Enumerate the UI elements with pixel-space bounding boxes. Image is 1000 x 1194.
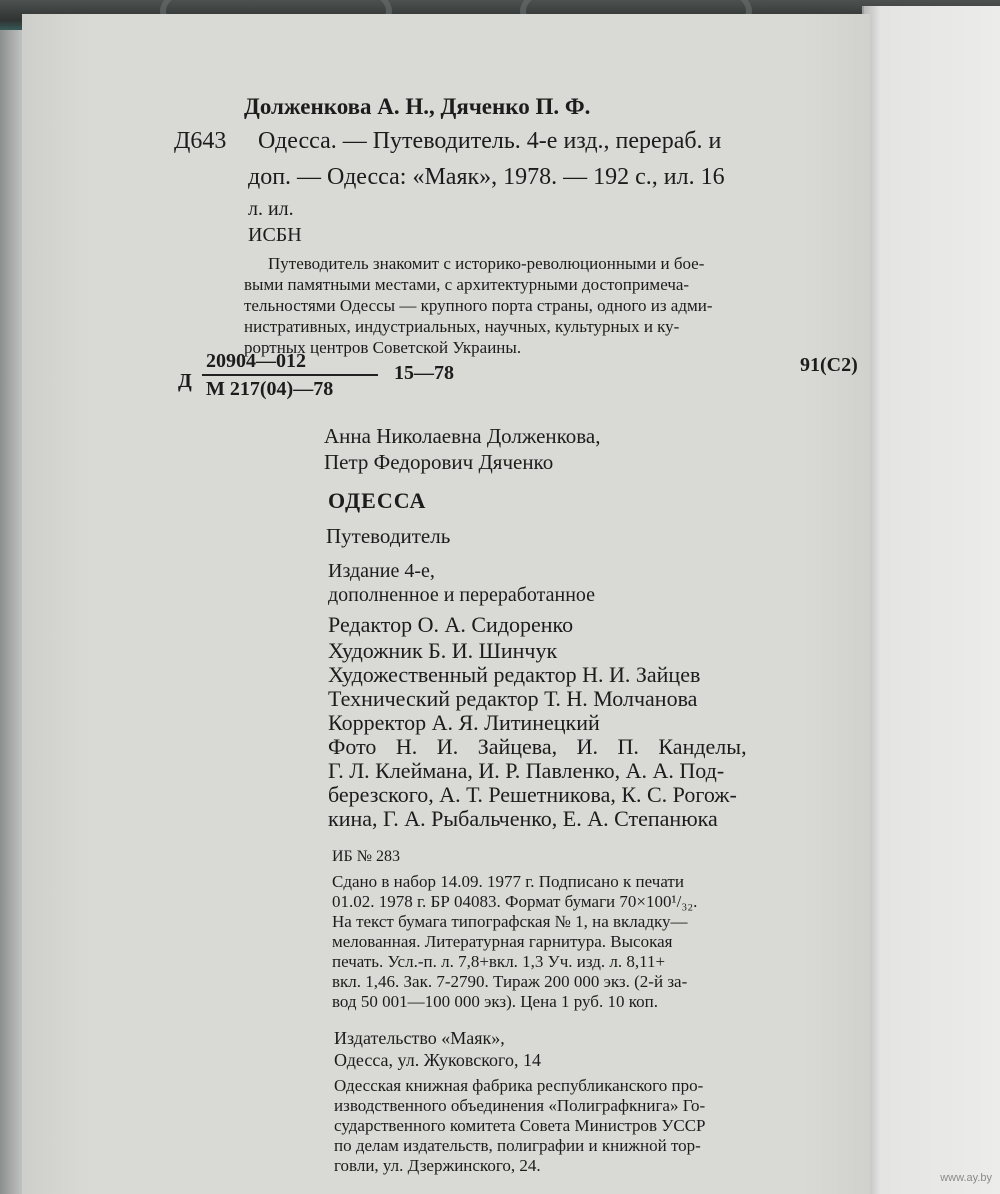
imprint-line: 01.02. 1978 г. БР 04083. Формат бумаги 70×100¹/₃₂. — [332, 892, 698, 911]
imprint-line: мелованная. Литературная гарнитура. Высокая — [332, 932, 673, 951]
bibliography-line: л. ил. — [248, 198, 294, 220]
staff-line: Редактор О. А. Сидоренко — [328, 612, 574, 637]
staff-line: березского, А. Т. Решетникова, К. С. Рогож- — [328, 782, 737, 807]
publisher-name: Издательство «Маяк», — [334, 1028, 505, 1048]
factory-line: по делам издательств, полиграфии и книжной тор- — [334, 1136, 701, 1155]
book-page — [22, 14, 870, 1194]
index-denominator: М 217(04)—78 — [206, 378, 334, 400]
book-title: ОДЕССА — [328, 488, 427, 513]
ib-number: ИБ № 283 — [332, 848, 401, 865]
index-numerator: 20904—012 — [206, 350, 306, 372]
bibliography-line: доп. — Одесса: «Маяк», 1978. — 192 с., ил. 16 — [248, 164, 725, 190]
factory-line: говли, ул. Дзержинского, 24. — [334, 1156, 541, 1175]
author-full-name: Анна Николаевна Долженкова, — [324, 424, 601, 448]
authors-heading: Долженкова А. Н., Дяченко П. Ф. — [244, 94, 591, 119]
imprint-line: вкл. 1,46. Зак. 7-2790. Тираж 200 000 экз. (2-й за- — [332, 972, 688, 991]
index-right: 91(С2) — [800, 354, 858, 376]
author-full-name: Петр Федорович Дяченко — [324, 450, 554, 474]
annotation-line: тельностями Одессы — крупного порта страны, одного из адми- — [244, 296, 713, 315]
bibliography-line: Одесса. — Путеводитель. 4-е изд., перераб. и — [258, 128, 722, 154]
edition-line: Издание 4-е, — [328, 560, 435, 582]
imprint-line: вод 50 001—100 000 экз). Цена 1 руб. 10 коп. — [332, 992, 658, 1011]
staff-line: Г. Л. Клеймана, И. Р. Павленко, А. А. Под- — [328, 758, 725, 783]
book-subtitle: Путеводитель — [326, 524, 451, 548]
imprint-line: Сдано в набор 14.09. 1977 г. Подписано к печати — [332, 872, 684, 891]
isbn-label: ИСБН — [248, 224, 302, 246]
fraction-line — [202, 374, 378, 376]
facing-page — [862, 6, 1000, 1194]
staff-line: Художник Б. И. Шинчук — [328, 638, 558, 663]
staff-line: Технический редактор Т. Н. Молчанова — [328, 686, 698, 711]
factory-line: Одесская книжная фабрика республиканского про- — [334, 1076, 704, 1095]
index-letter: Д — [178, 370, 192, 392]
publisher-address: Одесса, ул. Жуковского, 14 — [334, 1050, 541, 1070]
catalog-code: Д643 — [174, 128, 227, 154]
factory-line: изводственного объединения «Полиграфкнига» Го- — [334, 1096, 706, 1115]
staff-line: Фото Н. И. Зайцева, И. П. Канделы, — [328, 734, 747, 759]
staff-line: Художественный редактор Н. И. Зайцев — [328, 662, 701, 687]
imprint-line: печать. Усл.-п. л. 7,8+вкл. 1,3 Уч. изд. л. 8,11+ — [332, 952, 666, 971]
annotation-line: рортных центров Советской Украины. — [244, 338, 522, 357]
imprint-line: На текст бумага типографская № 1, на вкладку— — [332, 912, 688, 931]
staff-line: Корректор А. Я. Литинецкий — [328, 710, 600, 735]
index-middle: 15—78 — [394, 362, 454, 384]
edition-line: дополненное и переработанное — [328, 584, 596, 606]
annotation-line: нистративных, индустриальных, научных, культурных и ку- — [244, 317, 680, 336]
site-watermark: www.ay.by — [940, 1172, 992, 1184]
staff-line: кина, Г. А. Рыбальченко, Е. А. Степанюка — [328, 806, 718, 831]
factory-line: сударственного комитета Совета Министров УССР — [334, 1116, 706, 1135]
annotation-line: выми памятными местами, с архитектурными достопримеча- — [244, 275, 690, 294]
annotation-line: Путеводитель знакомит с историко-революционными и бое- — [268, 254, 705, 273]
